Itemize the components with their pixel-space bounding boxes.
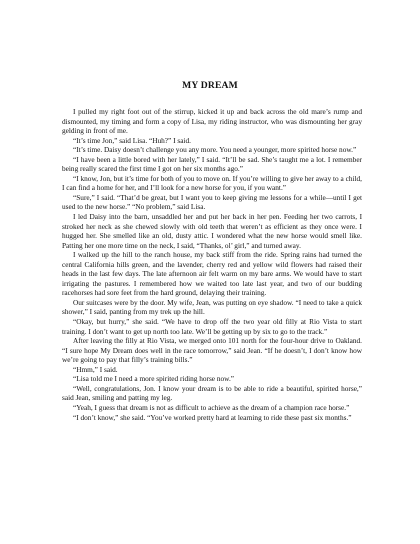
paragraph: I led Daisy into the barn, unsaddled her and put her back in her pen. Feeding her two carrots, I stroked her neck as she chewed slowly with old teeth that weren’t as efficient as they once were. I hugged her. She smelled like an old, dusty attic. I wondered what the new horse would smell like. Patting her one more time on the neck, I said, “Thanks, ol’ girl,” and turned away. <box>62 212 362 250</box>
document-body <box>62 107 362 422</box>
paragraph: “Lisa told me I need a more spirited riding horse now.” <box>73 374 235 384</box>
paragraph: “I have been a little bored with her lately,” I said. “It’ll be sad. She’s taught me a lot. I remember being really scared the first time I got on her six months ago.” <box>62 154 362 174</box>
paragraph: “Well, congratulations, Jon. I know your dream is to be able to ride a beautiful, spirited horse,” said Jean, smiling and patting my leg. <box>62 383 362 403</box>
paragraph: “It’s time. Daisy doesn’t challenge you any more. You need a younger, more spirited horse now.” <box>73 145 357 155</box>
paragraph: Our suitcases were by the door. My wife, Jean, was putting on eye shadow. “I need to take a quick shower,” I said, panting from my trek up the hill. <box>62 297 362 317</box>
paragraph: “Hmm,” I said. <box>73 364 118 374</box>
paragraph: I pulled my right foot out of the stirrup, kicked it up and back across the old mare’s rump and dismounted, my timing and form a copy of Lisa, my riding instructor, who was dismounting her gray gelding in front of me. <box>62 107 362 136</box>
paragraph: I walked up the hill to the ranch house, my back stiff from the ride. Spring rains had turned the central California hills green, and the lavender, cherry red and yellow wild flowers had raised their heads in the last few days. The late afternoon air felt warm on my bare arms. We would have to start irrigating the pastures. I remembered how we waited too late last year, and two of our budding racehorses had sore feet from the hard ground, delaying their training. <box>62 250 362 298</box>
document-title: MY DREAM <box>182 80 238 91</box>
paragraph: “Okay, but hurry,” she said. “We have to drop off the two year old filly at Rio Vista to start training. I don’t want to get up north too late. We’ll be getting up by six to go to the track.” <box>62 317 362 336</box>
paragraph: “I don’t know,” she said. “You’ve worked pretty hard at learning to ride these past six months.” <box>73 412 352 422</box>
paragraph: “Yeah, I guess that dream is not as difficult to achieve as the dream of a champion race horse.” <box>73 402 350 412</box>
paragraph: “I know, Jon, but it’s time for both of you to move on. If you’re willing to give her away to a child, I can find a home for her, and I’ll look for a new horse for you, if you want.” <box>62 173 362 193</box>
paragraph: After leaving the filly at Rio Vista, we merged onto 101 north for the four-hour drive to Oakland. “I sure hope My Dream does well in the race tomorrow,” said Jean. “If he doesn’t, I don’t know how we’re going to pay that filly’s training bills.” <box>62 336 362 365</box>
paragraph: “Sure,” I said. “That’d be great, but I want you to keep giving me lessons for a while—until I get used to the new horse.” “No problem,” said Lisa. <box>62 192 362 212</box>
paragraph: “It’s time Jon,” said Lisa. “Huh?” I said. <box>73 135 191 145</box>
